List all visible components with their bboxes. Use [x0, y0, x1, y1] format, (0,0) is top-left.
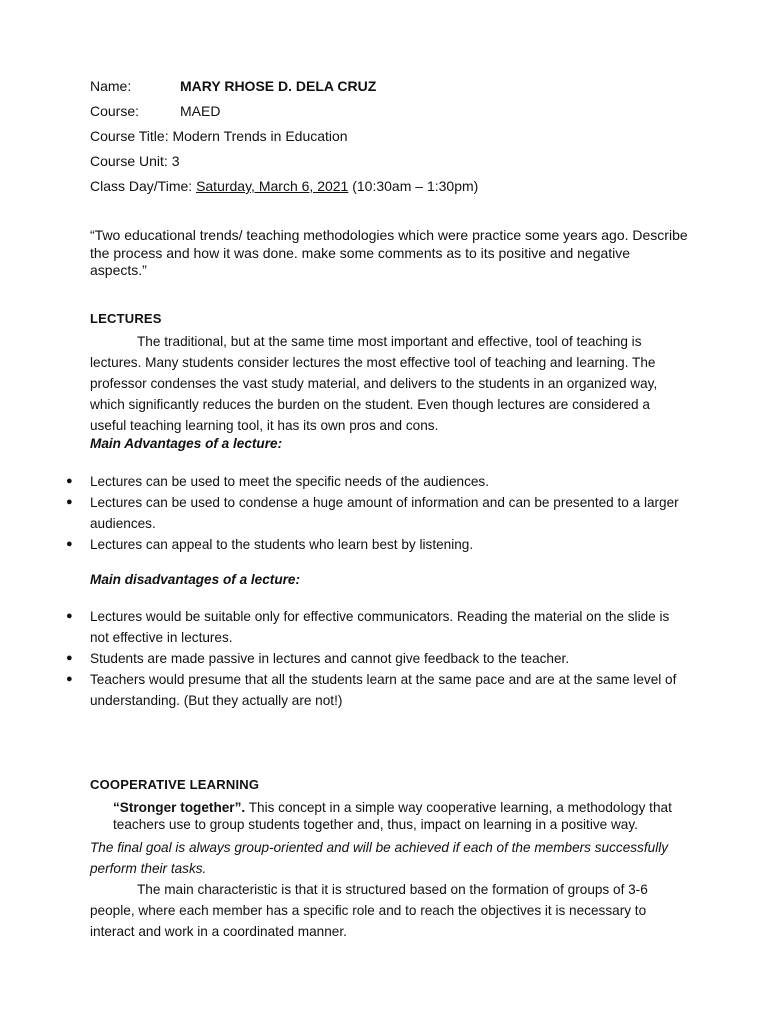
- course-value: MAED: [180, 103, 221, 119]
- list-item: ● Lectures can appeal to the students who learn best by listening.: [90, 534, 680, 555]
- class-date: Saturday, March 6, 2021: [196, 178, 349, 194]
- bullet-icon: ●: [66, 538, 73, 550]
- bullet-icon: ●: [66, 673, 73, 685]
- name-label: Name:: [90, 78, 132, 94]
- lectures-intro: The traditional, but at the same time most important and effective, tool of teaching is lectures. Many students consider lectures the most effective tool of teaching and learning. The professor condenses the vast study material, and delivers to the students in an organized way, which significantly reduces the burden on the student. Even though lectures are considered a useful teaching learning tool, it has its own pros and cons.: [90, 334, 658, 433]
- advantages-list: [66, 471, 680, 555]
- course-unit-row: [90, 151, 180, 171]
- course-title-value: Modern Trends in Education: [172, 128, 348, 144]
- cooperative-italic: The final goal is always group-oriented and will be achieved if each of the members successfully perform their tasks.: [90, 840, 669, 876]
- class-time-row: [90, 176, 478, 196]
- list-item: ● Lectures would be suitable only for effective communicators. Reading the material on the slide is not effective in lectures.: [90, 606, 680, 648]
- course-label: Course:: [90, 103, 140, 119]
- list-item: ● Teachers would presume that all the students learn at the same pace and are at the same level of understanding. (But they actually are not!): [90, 669, 680, 711]
- disadvantages-heading: Main disadvantages of a lecture:: [90, 572, 301, 587]
- course-title-row: [90, 126, 348, 146]
- course-row: [90, 101, 221, 121]
- list-item: ● Students are made passive in lectures and cannot give feedback to the teacher.: [90, 648, 680, 669]
- bullet-icon: ●: [66, 610, 73, 622]
- bullet-icon: ●: [66, 475, 73, 487]
- course-unit-label: Course Unit:: [90, 153, 168, 169]
- cooperative-quote: [113, 800, 688, 833]
- cooperative-heading: COOPERATIVE LEARNING: [90, 777, 260, 792]
- disadvantages-list: [66, 606, 680, 711]
- name-row: [90, 76, 377, 96]
- name-value: MARY RHOSE D. DELA CRUZ: [180, 78, 377, 94]
- list-item: ● Lectures can be used to meet the specific needs of the audiences.: [90, 471, 680, 492]
- course-unit-value: 3: [171, 153, 180, 169]
- quote-text: This concept in a simple way cooperative learning, a methodology that teachers use to group students together and, thus, impact on learning in a positive way.: [113, 800, 672, 832]
- assignment-prompt: “Two educational trends/ teaching methodologies which were practice some years ago. Describe the process and how it was done. make some comments as to its positive and negative aspects.”: [90, 227, 688, 278]
- bullet-icon: ●: [66, 652, 73, 664]
- list-item: ● Lectures can be used to condense a huge amount of information and can be presented to a larger audiences.: [90, 492, 680, 534]
- advantages-heading: Main Advantages of a lecture:: [90, 436, 283, 451]
- cooperative-characteristic: The main characteristic is that it is structured based on the formation of groups of 3-6 people, where each member has a specific role and to reach the objectives it is necessary to interact and work in a coordinated manner.: [90, 882, 648, 939]
- quote-bold: “Stronger together”.: [113, 800, 246, 815]
- class-time: (10:30am – 1:30pm): [352, 178, 479, 194]
- lectures-heading: LECTURES: [90, 311, 162, 326]
- bullet-icon: ●: [66, 496, 73, 508]
- course-title-label: Course Title:: [90, 128, 169, 144]
- class-time-label: Class Day/Time:: [90, 178, 193, 194]
